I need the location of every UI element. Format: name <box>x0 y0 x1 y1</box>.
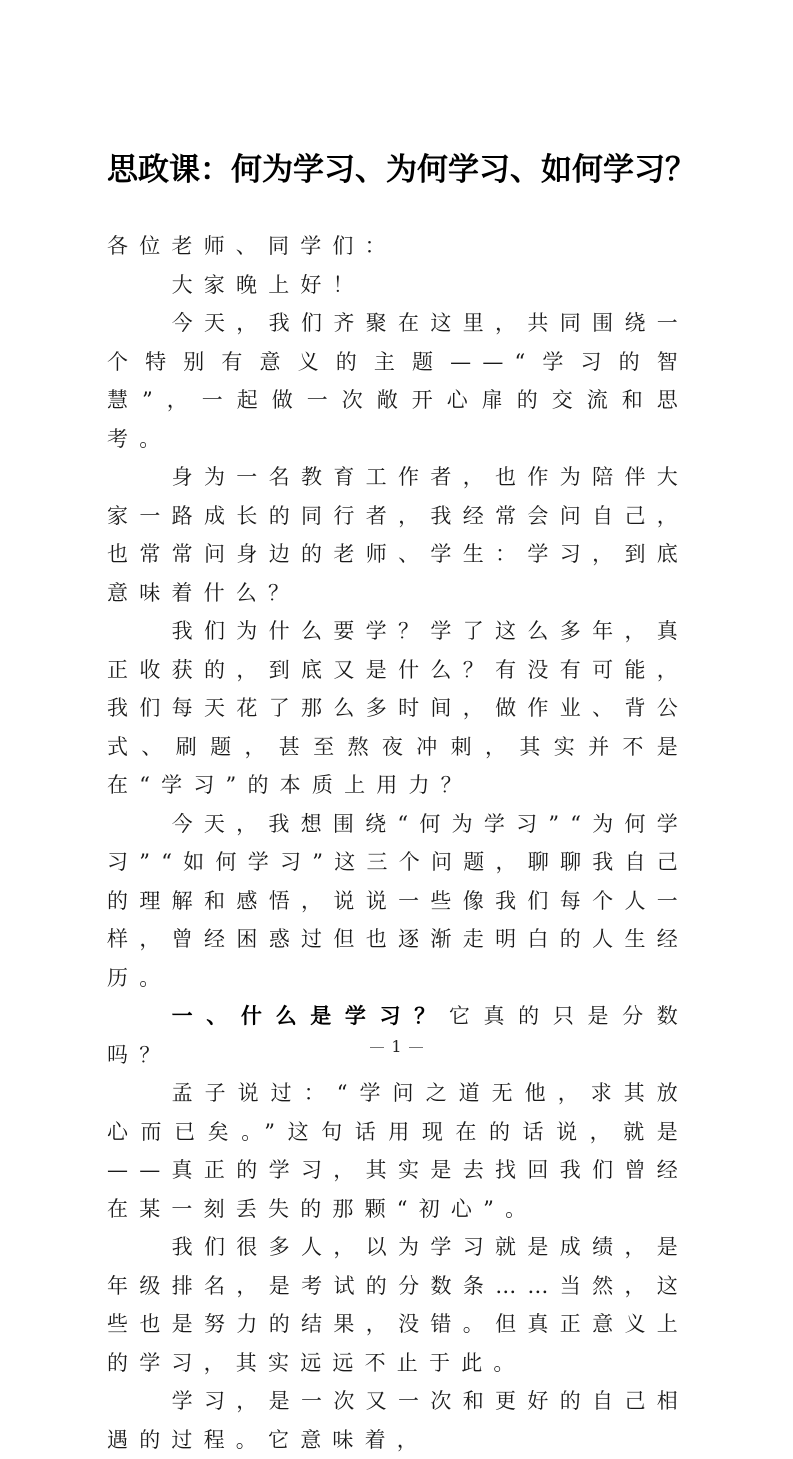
paragraph: 我们很多人，以为学习就是成绩，是年级排名，是考试的分数条……当然，这些也是努力的结果，没错。但真正意义上的学习，其实远远不止于此。 <box>107 1235 689 1375</box>
paragraph: 学习，是一次又一次和更好的自己相遇的过程。它意味着， <box>107 1389 689 1452</box>
section-heading-subtitle: 它真的只是分数吗？ <box>107 1004 689 1067</box>
paragraph: 今天，我想围绕“何为学习”“为何学习”“如何学习”这三个问题，聊聊我自己的理解和感悟，说说一些像我们每个人一样，曾经困惑过但也逐渐走明白的人生经历。 <box>107 811 689 990</box>
page-footer <box>0 1037 793 1056</box>
footer-dash-left <box>370 1047 384 1048</box>
document-title: 思政课：何为学习、为何学习、如何学习？ <box>107 152 696 188</box>
document-body <box>107 227 689 1459</box>
salutation: 各位老师、同学们： <box>107 234 397 258</box>
footer-dash-right <box>409 1047 423 1048</box>
paragraph: 孟子说过：“学问之道无他，求其放心而已矣。”这句话用现在的话说，就是——真正的学习，其实是去找回我们曾经在某一刻丢失的那颗“初心”。 <box>107 1081 689 1221</box>
paragraph: 大家晚上好！ <box>171 272 365 297</box>
paragraph: 今天，我们齐聚在这里，共同围绕一个特别有意义的主题——“学习的智慧”，一起做一次敞开心扉的交流和思考。 <box>107 311 689 451</box>
section-heading: 一、什么是学习？ <box>171 1004 449 1028</box>
paragraph: 身为一名教育工作者，也作为陪伴大家一路成长的同行者，我经常会问自己，也常常问身边的老师、学生：学习，到底意味着什么？ <box>107 465 689 605</box>
section-heading-paragraph <box>107 997 689 1074</box>
paragraph: 我们为什么要学？学了这么多年，真正收获的，到底又是什么？有没有可能，我们每天花了那么多时间，做作业、背公式、刷题，甚至熬夜冲刺，其实并不是在“学习”的本质上用力？ <box>107 619 689 797</box>
page-number: 1 <box>391 1037 402 1056</box>
